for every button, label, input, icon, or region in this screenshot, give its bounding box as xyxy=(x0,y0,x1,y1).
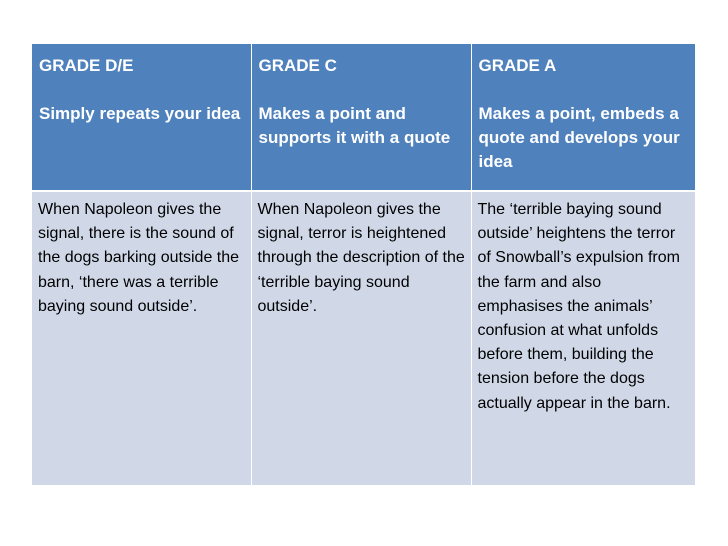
header-cell-grade-a xyxy=(471,44,695,191)
header-cell-grade-de xyxy=(32,44,251,191)
header-cell-grade-c xyxy=(251,44,471,191)
example-cell-grade-c: When Napoleon gives the signal, terror is heightened through the description of the ‘terrible baying sound outside’. xyxy=(251,191,471,485)
grade-description: Makes a point and supports it with a quote xyxy=(258,104,451,147)
example-cell-grade-a: The ‘terrible baying sound outside’ heightens the terror of Snowball’s expulsion from the farm and also emphasises the animals’ confusion at what unfolds before them, building the tension before the dogs actually appear in the barn. xyxy=(471,191,695,485)
grade-description: Simply repeats your idea xyxy=(39,104,241,123)
grade-title: GRADE A xyxy=(478,56,557,75)
example-cell-grade-de: When Napoleon gives the signal, there is the sound of the dogs barking outside the barn, ‘there was a terrible baying sound outside’. xyxy=(32,191,251,485)
grade-title: GRADE C xyxy=(258,56,337,75)
grade-criteria-table xyxy=(32,44,695,485)
grade-title: GRADE D/E xyxy=(39,56,134,75)
table-header-row xyxy=(32,44,695,191)
table-row xyxy=(32,191,695,485)
grade-description: Makes a point, embeds a quote and develops your idea xyxy=(478,104,680,171)
